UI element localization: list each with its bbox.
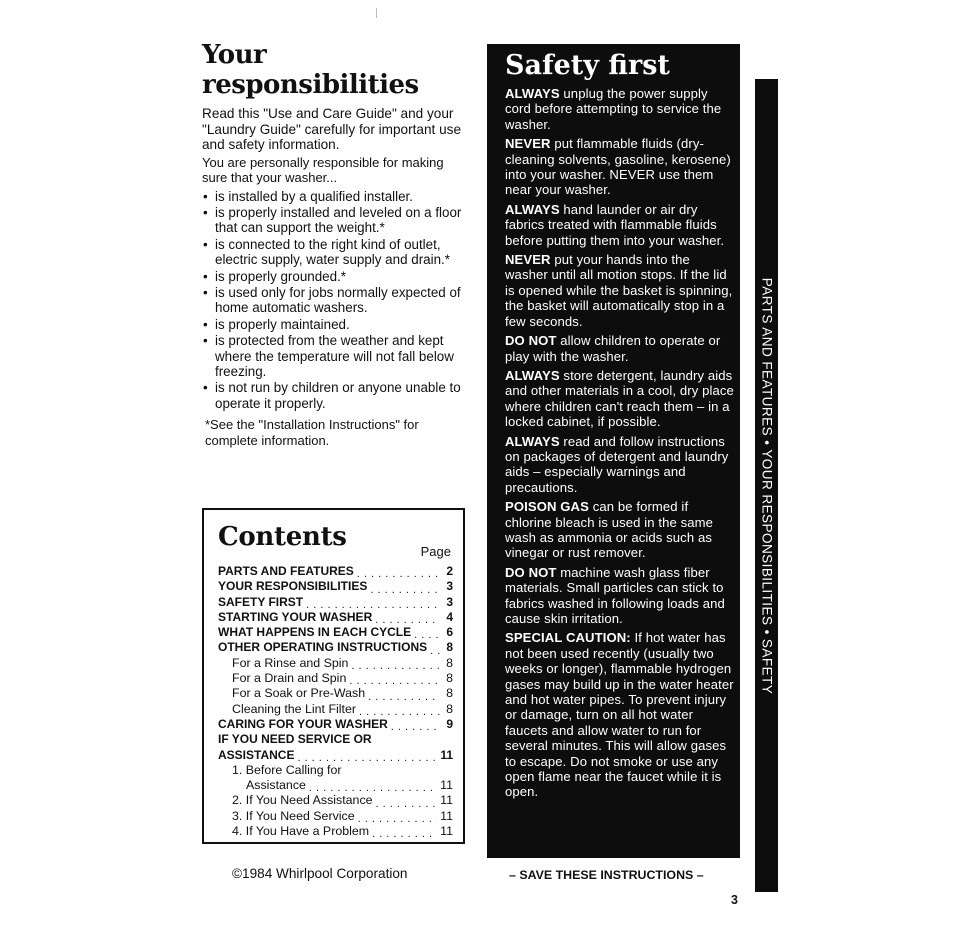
safety-item-text: hand launder or air dry fabrics treated with flammable fluids before putting them into your washer.	[505, 201, 725, 248]
toc-entry	[218, 809, 453, 824]
toc-entry	[218, 595, 453, 610]
toc-entry	[218, 793, 453, 808]
save-instructions-note: – SAVE THESE INSTRUCTIONS –	[509, 868, 704, 882]
toc-entry-title: 1. Before Calling for	[232, 762, 342, 777]
registration-mark	[376, 8, 377, 18]
toc-dot-leader	[358, 811, 438, 824]
safety-item-text: machine wash glass fiber materials. Small particles can stick to fabrics washed in following loads and cause skin irritation.	[505, 564, 725, 626]
toc-entry	[218, 656, 453, 671]
toc-entry-title: IF YOU NEED SERVICE OR	[218, 732, 372, 747]
safety-panel	[487, 44, 740, 858]
toc-dot-leader	[391, 719, 440, 732]
toc-dot-leader	[349, 673, 440, 686]
safety-item	[505, 86, 734, 132]
table-of-contents	[218, 564, 453, 839]
toc-entry	[218, 763, 453, 778]
safety-item-lead: POISON GAS	[505, 499, 589, 515]
responsibilities-intro: Read this "Use and Care Guide" and your "Laundry Guide" carefully for important use and safety information.	[202, 106, 461, 152]
toc-entry	[218, 564, 453, 579]
toc-entry	[218, 717, 453, 732]
toc-entry	[218, 732, 453, 747]
responsibility-item: • is not run by children or anyone unable to operate it properly.	[202, 380, 472, 411]
toc-dot-leader	[368, 689, 440, 702]
toc-entry-title: OTHER OPERATING INSTRUCTIONS	[218, 640, 428, 655]
safety-item-lead: NEVER	[505, 252, 551, 268]
toc-page-number: 4	[446, 609, 453, 624]
toc-entry-title: 3. If You Need Service	[232, 808, 355, 823]
responsibility-item: • is protected from the weather and kept where the temperature will not fall below freezing.	[202, 333, 472, 379]
safety-item	[505, 434, 734, 496]
safety-item	[505, 202, 734, 248]
toc-entry	[218, 778, 453, 793]
toc-dot-leader	[376, 796, 438, 809]
safety-item-text: put your hands into the washer until all motion stops. If the lid is opened while the basket is spinning, the basket will automatically stop in a few seconds.	[505, 252, 733, 329]
safety-list	[505, 86, 734, 800]
toc-page-number: 6	[446, 625, 453, 640]
safety-item	[505, 252, 734, 329]
safety-item	[505, 630, 734, 799]
toc-entry	[218, 686, 453, 701]
safety-item-lead: ALWAYS	[505, 86, 560, 101]
toc-entry-title: Assistance	[246, 778, 306, 793]
toc-entry-title: ASSISTANCE	[218, 747, 295, 762]
safety-item-text: can be formed if chlorine bleach is used in the same wash as ammonia or acids such as vinegar or rust remover.	[505, 499, 714, 561]
toc-entry	[218, 579, 453, 594]
toc-dot-leader	[309, 780, 437, 793]
safety-item	[505, 565, 734, 627]
toc-page-number: 8	[446, 701, 453, 716]
toc-page-number: 9	[446, 716, 453, 731]
toc-entry-title: For a Drain and Spin	[232, 671, 347, 686]
toc-page-number: 8	[446, 671, 453, 686]
page-column-label: Page	[420, 544, 451, 559]
toc-entry	[218, 748, 453, 763]
toc-entry	[218, 671, 453, 686]
responsibility-item: • is used only for jobs normally expected of home automatic washers.	[202, 285, 472, 316]
toc-page-number: 3	[446, 594, 453, 609]
toc-entry-title: CARING FOR YOUR WASHER	[218, 716, 388, 731]
responsibility-item: • is connected to the right kind of outlet, electric supply, water supply and drain.*	[202, 237, 472, 268]
safety-title: Safety first	[505, 50, 670, 81]
responsibility-item: • is installed by a qualified installer.	[202, 189, 472, 204]
section-side-tab	[755, 79, 778, 892]
toc-entry-title: Cleaning the Lint Filter	[232, 701, 356, 716]
toc-dot-leader	[372, 826, 437, 839]
toc-dot-leader	[414, 627, 440, 640]
safety-item-text: read and follow instructions on packages of detergent and laundry aids – especially warnings and precautions.	[505, 433, 729, 495]
toc-page-number: 11	[440, 808, 453, 823]
toc-entry	[218, 640, 453, 655]
toc-dot-leader	[375, 612, 440, 625]
responsibilities-section	[202, 40, 472, 461]
toc-entry-title: STARTING YOUR WASHER	[218, 609, 373, 624]
safety-item-text: allow children to operate or play with the washer.	[505, 333, 721, 364]
toc-entry-title: 4. If You Have a Problem	[232, 824, 370, 839]
toc-entry	[218, 702, 453, 717]
toc-entry-title: 2. If You Need Assistance	[232, 793, 373, 808]
toc-page-number: 2	[446, 564, 453, 578]
toc-dot-leader	[370, 582, 440, 595]
toc-dot-leader	[351, 658, 440, 671]
safety-item-text: store detergent, laundry aids and other materials in a cool, dry place where children can't reach them – in a locked cabinet, if possible.	[505, 367, 734, 430]
safety-item-text: unplug the power supply cord before attempting to service the washer.	[505, 86, 722, 132]
toc-entry-title: For a Rinse and Spin	[232, 655, 349, 670]
responsibility-item: • is properly maintained.	[202, 317, 472, 332]
safety-item-lead: ALWAYS	[505, 201, 560, 217]
safety-item-lead: DO NOT	[505, 333, 557, 349]
safety-item	[505, 136, 734, 198]
safety-item-lead: DO NOT	[505, 564, 557, 580]
toc-dot-leader	[297, 750, 437, 763]
toc-page-number: 11	[440, 824, 453, 839]
toc-entry	[218, 610, 453, 625]
toc-page-number: 8	[446, 686, 453, 701]
safety-item-lead: ALWAYS	[505, 367, 560, 383]
toc-entry-title: PARTS AND FEATURES	[218, 564, 354, 578]
safety-item-lead: SPECIAL CAUTION:	[505, 630, 631, 646]
toc-dot-leader	[306, 597, 440, 610]
installation-footnote: *See the "Installation Instructions" for complete information.	[205, 417, 419, 448]
toc-page-number: 8	[446, 655, 453, 670]
responsibilities-title: Your responsibilities	[202, 40, 419, 100]
toc-dot-leader	[359, 704, 440, 717]
toc-page-number: 11	[440, 793, 453, 808]
toc-entry	[218, 625, 453, 640]
toc-page-number: 11	[440, 778, 453, 793]
side-tab-label: PARTS AND FEATURES • YOUR RESPONSIBILITIES • SAFETY	[759, 277, 774, 694]
toc-dot-leader	[357, 566, 440, 579]
safety-item-text: If hot water has not been used recently (usually two weeks or longer), flammable hydrogen gases may build up in the water heater and hot water pipes. To prevent injury or damage, turn on all hot water faucets and allow water to run for several minutes. This will allow gases to escape. Do not smoke or use any open flame near the faucet while it is open.	[505, 630, 734, 800]
toc-entry	[218, 824, 453, 839]
safety-item	[505, 499, 734, 561]
safety-item-text: put flammable fluids (dry-cleaning solvents, gasoline, kerosene) into your washer. NEVER use them near your washer.	[505, 136, 731, 198]
toc-page-number: 3	[446, 579, 453, 594]
toc-entry-title: YOUR RESPONSIBILITIES	[218, 579, 368, 594]
responsibility-item: • is properly grounded.*	[202, 269, 472, 284]
safety-item	[505, 333, 734, 364]
responsibilities-lead: You are personally responsible for making sure that your washer...	[202, 154, 444, 185]
toc-entry-title: WHAT HAPPENS IN EACH CYCLE	[218, 625, 412, 640]
page-number: 3	[731, 893, 738, 907]
responsibility-item: • is properly installed and leveled on a floor that can support the weight.*	[202, 205, 472, 236]
responsibilities-list	[202, 189, 472, 412]
safety-item-lead: NEVER	[505, 136, 551, 152]
toc-entry-title: For a Soak or Pre-Wash	[232, 686, 366, 701]
toc-dot-leader	[430, 643, 440, 656]
contents-title: Contents	[218, 522, 347, 552]
safety-item-lead: ALWAYS	[505, 433, 560, 449]
toc-page-number: 8	[446, 640, 453, 655]
contents-box	[202, 508, 465, 844]
toc-entry-title: SAFETY FIRST	[218, 594, 304, 609]
safety-item	[505, 368, 734, 430]
copyright-notice: ©1984 Whirlpool Corporation	[232, 866, 408, 881]
toc-page-number: 11	[440, 747, 453, 762]
